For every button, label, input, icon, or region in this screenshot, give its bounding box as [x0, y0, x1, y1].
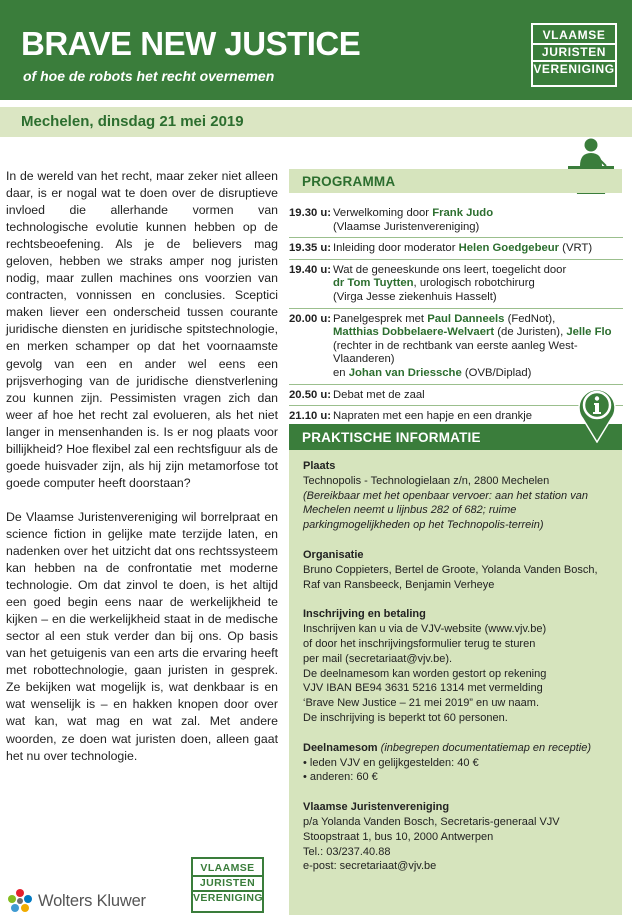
price-note: (inbegrepen documentatiemap en receptie) [377, 741, 592, 754]
info-line: De deelnamesom kan worden gestort op rekening [303, 667, 547, 680]
vjv-logo-footer [191, 857, 264, 913]
program-text: Napraten met een hapje en een drankje [333, 410, 533, 423]
logo-line: JURISTEN [193, 875, 262, 892]
section-heading: Organisatie [303, 548, 364, 561]
program-text-part: en [333, 366, 349, 379]
speaker-name: Jelle Flo [566, 326, 612, 339]
info-organisatie [303, 548, 615, 592]
section-heading: Plaats [303, 460, 336, 472]
price-item: • anderen: 60 € [303, 771, 378, 784]
program-item [289, 242, 623, 260]
info-pin-icon [577, 385, 617, 443]
page-subtitle: of hoe de robots het recht overnemen [23, 68, 275, 84]
speaker-name: Helen Goedgebeur [458, 242, 560, 255]
info-line: per mail (secretariaat@vjv.be). [303, 652, 453, 665]
section-heading: Vlaamse Juristenvereniging [303, 801, 450, 814]
program-text-part: Panelgesprek met [333, 312, 428, 325]
program-text [333, 313, 623, 381]
speaker-name: Matthias Dobbelaere-Welvaert [333, 326, 495, 339]
page-title: BRAVE NEW JUSTICE [21, 25, 361, 62]
intro-text [6, 168, 278, 765]
event-date: Mechelen, dinsdag 21 mei 2019 [21, 113, 244, 130]
program-time: 19.35 u: [289, 242, 332, 255]
program-text-part: (de Juristen), [494, 326, 567, 339]
speaker-name: dr Tom Tuytten [333, 277, 414, 290]
section-heading: Deelnamesom [303, 741, 378, 754]
wolters-kluwer-logo-icon [6, 887, 34, 915]
organisers: Bruno Coppieters, Bertel de Groote, Yolanda Vanden Bosch, Raf van Ransbeeck, Benjamin Verheye [303, 563, 598, 591]
info-line: VJV IBAN BE94 3631 5216 1314 met vermelding [303, 682, 543, 695]
program-text-part: (FedNot), [504, 312, 556, 325]
intro-paragraph-1: In de wereld van het recht, maar zeker niet alleen daar, is er nogal wat te doen over de disruptieve invloed die allerhande vormen van technologische evolutie kunnen hebben op de rechtsbeoefening. Als je de believers mag geloven, hebben we straks amper nog juristen nodig, maar zullen machines ons voorzien van contracten, vonnissen en conclusies. Sceptici maken liever een onderscheid tussen courante juridische diensten en juridische spitstechnologie, en merken schamper op dat het voornaamste gevolg van een en ander wel eens een prijsverhoging van de juridische dienstverlening zou kunnen zijn. Pessimisten vragen zich dan weer af hoe het recht zal evolueren, als het niet langer in mensenhanden is. Is er nog plaats voor billijkheid? Hoe flexibel zal een rechtsfiguur als de goede huisvader zijn, als hij zijn metamorfose tot goede computer heeft doorstaan? [6, 169, 278, 490]
speaker-name: Frank Judo [432, 207, 494, 219]
info-line: ‘Brave New Justice – 21 mei 2019” en uw naam. [303, 697, 540, 710]
program-time: 21.10 u: [289, 410, 332, 423]
programma-title: PROGRAMMA [302, 174, 396, 189]
program-time: 20.50 u: [289, 388, 332, 401]
logo-line: VERENIGING [193, 892, 263, 904]
venue-directions: (Bereikbaar met het openbaar vervoer: aan het station van Mechelen neemt u lijnbus 282 of 682; ruime parkingmogelijkheden op het Technopolis-terrein) [303, 489, 588, 532]
program-item [289, 313, 623, 385]
program-text-part: Wat de geneeskunde ons leert, toegelicht door [333, 263, 567, 276]
wolters-kluwer-logo [6, 885, 186, 919]
info-plaats [303, 459, 615, 533]
venue-address: Technopolis - Technologielaan z/n, 2800 Mechelen [303, 474, 550, 487]
contact-line: e-post: secretariaat@vjv.be [303, 860, 437, 873]
speaker-name: Johan van Driessche [348, 366, 462, 379]
program-text-part: (rechter in de rechtbank van eerste aanleg West-Vlaanderen) [333, 339, 578, 366]
program-text-part: (OVB/Diplad) [461, 366, 532, 379]
contact-line: Tel.: 03/237.40.88 [303, 845, 391, 858]
info-deelnamesom [303, 741, 615, 785]
intro-paragraph-2: De Vlaamse Juristenvereniging wil borrelpraat en science fiction in gelijke mate terzijde laten, en nadenken over het uitzicht dat ons rechtssysteem kan hebben na de confrontatie met moderne technologie. Om dat zinvol te doen, is het altijd een goed begin eens naar de werkelijkheid te kijken – en die werkelijkheid staat in de medische sector al een stuk verder dan bij ons. Op basis van het getuigenis van een arts die ervaring heeft met robottechnologie, gaan juristen in gesprek. Ze bekijken wat mogelijk is, wat denkbaar is en wat wenselijk is – en hakken knopen door over wat kan, wat mag en wat zal. Met andere woorden, ze doen wat juristen doen, alleen gaat het nu over technologie. [6, 509, 278, 763]
program-time: 19.40 u: [289, 263, 332, 276]
program-text [333, 207, 623, 234]
program-text-part: (VRT) [559, 242, 593, 255]
logo-line: VLAAMSE [542, 28, 606, 42]
info-contact [303, 800, 615, 874]
info-title: PRAKTISCHE INFORMATIE [302, 430, 481, 445]
program-text [333, 242, 623, 256]
program-text-part: (Vlaamse Juristenvereniging) [333, 220, 480, 233]
price-item: • leden VJV en gelijkgestelden: 40 € [303, 756, 479, 769]
logo-line: VLAAMSE [200, 862, 255, 874]
section-heading: Inschrijving en betaling [303, 608, 426, 621]
info-content [303, 459, 615, 889]
info-line: Inschrijven kan u via de VJV-website (www.vjv.be) [303, 623, 547, 636]
info-inschrijving [303, 607, 615, 725]
speaker-name: Paul Danneels [427, 312, 505, 325]
program-text: Debat met de zaal [333, 388, 425, 401]
contact-line: p/a Yolanda Vanden Bosch, Secretaris-generaal VJV [303, 815, 560, 828]
publisher-name: Wolters Kluwer [38, 892, 146, 910]
info-line: of door het inschrijvingsformulier terug te sturen [303, 637, 536, 650]
program-text-part: Inleiding door moderator [333, 242, 459, 255]
program-time: 20.00 u: [289, 312, 332, 325]
programma-list [289, 207, 623, 431]
program-item [289, 207, 623, 238]
vjv-logo-header [531, 23, 617, 87]
program-text [333, 264, 623, 305]
section-heading-line [303, 741, 615, 756]
program-text-part: (Virga Jesse ziekenhuis Hasselt) [333, 290, 497, 303]
program-text-part: Verwelkoming door [333, 207, 433, 219]
logo-line: JURISTEN [533, 43, 615, 62]
program-text-part: , urologisch robotchirurg [413, 277, 535, 290]
logo-line: VERENIGING [533, 62, 615, 76]
program-time: 19.30 u: [289, 207, 332, 219]
info-line: De inschrijving is beperkt tot 60 personen. [303, 711, 508, 724]
program-item [289, 264, 623, 309]
contact-line: Stoopstraat 1, bus 10, 2000 Antwerpen [303, 830, 494, 843]
program-item [289, 389, 623, 407]
